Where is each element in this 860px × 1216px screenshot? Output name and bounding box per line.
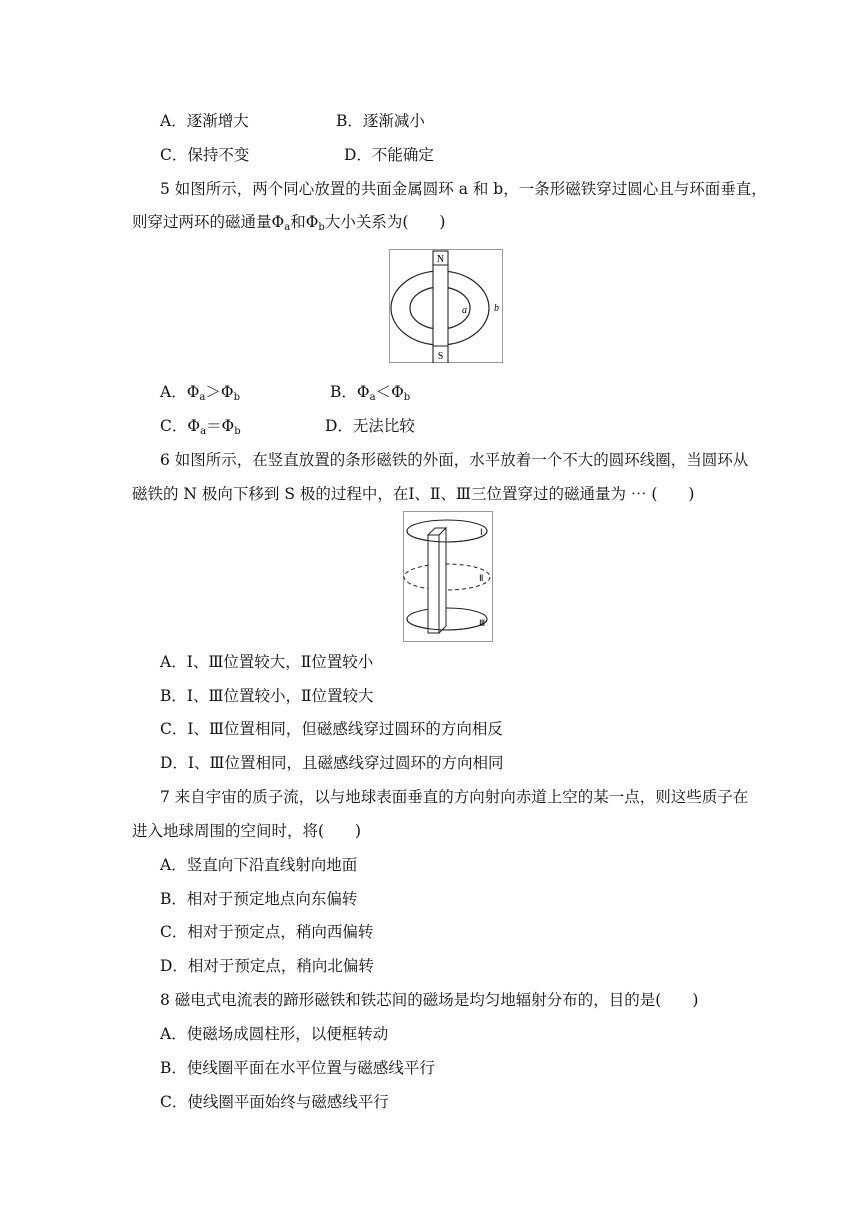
q7-stem-line2: 进入地球周围的空间时，将( ): [132, 822, 362, 840]
q8-option-b: B．使线圈平面在水平位置与磁感线平行: [160, 1059, 435, 1077]
label-a: a: [462, 305, 467, 316]
q4-option-a: A．逐渐增大: [160, 112, 249, 130]
q6-stem-line2: 磁铁的 N 极向下移到 S 极的过程中，在Ⅰ、Ⅱ、Ⅲ三位置穿过的磁通量为 ⋯ ( ): [132, 485, 695, 503]
label-position-1: Ⅰ: [480, 527, 483, 537]
q8-option-c: C．使线圈平面始终与磁感线平行: [160, 1093, 389, 1111]
label-b: b: [494, 303, 499, 314]
q6-option-b: B．Ⅰ、Ⅲ位置较小，Ⅱ位置较大: [160, 687, 374, 705]
q8-option-a: A．使磁场成圆柱形，以便框转动: [160, 1025, 389, 1043]
label-position-3: Ⅲ: [479, 618, 486, 628]
label-position-2: Ⅱ: [479, 573, 484, 583]
label-n: N: [436, 254, 445, 265]
q5-figure-concentric-rings: [389, 249, 503, 363]
q8-stem-line1: 8 磁电式电流表的蹄形磁铁和铁芯间的磁场是均匀地辐射分布的，目的是( ): [160, 991, 699, 1009]
q6-option-c: C．Ⅰ、Ⅲ位置相同，但磁感线穿过圆环的方向相反: [160, 720, 503, 738]
q4-option-b: B．逐渐减小: [336, 112, 425, 130]
q5-stem-line1: 5 如图所示，两个同心放置的共面金属圆环 a 和 b，一条形磁铁穿过圆心且与环面垂直，: [160, 180, 767, 198]
q6-stem-line1: 6 如图所示，在竖直放置的条形磁铁的外面，水平放着一个不大的圆环线圈，当圆环从: [160, 451, 749, 469]
q7-option-d: D．相对于预定点，稍向北偏转: [160, 957, 374, 975]
q4-option-d: D．不能确定: [344, 146, 434, 164]
q6-figure-magnet-with-ring: [403, 511, 493, 642]
q4-option-c: C．保持不变: [160, 146, 250, 164]
q5-option-c: C．$\Phi_a=\Phi_b$: [160, 417, 241, 437]
q7-option-a: A．竖直向下沿直线射向地面: [160, 856, 358, 874]
q5-option-a: A．$\Phi_a>\Phi_b$: [160, 383, 240, 403]
q7-stem-line1: 7 来自宇宙的质子流，以与地球表面垂直的方向射向赤道上空的某一点，则这些质子在: [160, 788, 749, 806]
q7-option-c: C．相对于预定点，稍向西偏转: [160, 923, 374, 941]
label-s: S: [437, 351, 444, 362]
q5-stem-line2: 则穿过两环的磁通量$\Phi_a$和$\Phi_b$大小关系为( ): [132, 213, 446, 233]
q7-option-b: B．相对于预定地点向东偏转: [160, 890, 358, 908]
q6-option-d: D．Ⅰ、Ⅲ位置相同，且磁感线穿过圆环的方向相同: [160, 754, 504, 772]
q5-option-b: B．$\Phi_a<\Phi_b$: [330, 383, 411, 403]
q5-option-d: D．无法比较: [325, 417, 415, 435]
bar-magnet-3d-shape: [428, 528, 446, 633]
q6-option-a: A．Ⅰ、Ⅲ位置较大，Ⅱ位置较小: [160, 653, 374, 671]
